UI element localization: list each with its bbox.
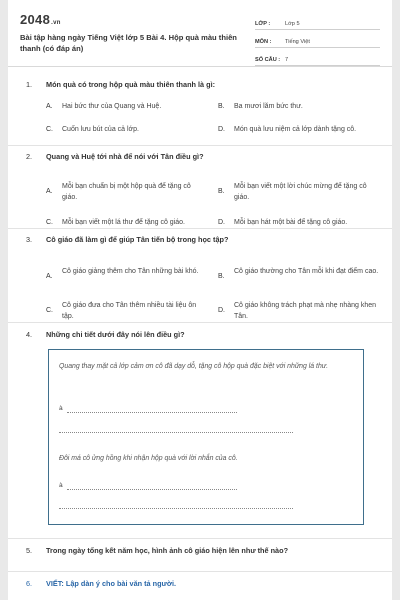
dotted-line (59, 432, 293, 433)
quote-text: Quang thay mặt cả lớp cảm ơn cô đã dạy dỗ, tặng cô hộp quà đặc biệt với những lá thư. (59, 363, 329, 370)
option-a[interactable] (46, 182, 206, 203)
option-key: B. (218, 103, 225, 110)
meta-value: 7 (285, 57, 289, 63)
option-key: A. (46, 103, 53, 110)
answer-line-2[interactable] (59, 482, 67, 489)
meta-row-subject (255, 32, 380, 48)
arrow-glyph: à (59, 405, 63, 412)
option-text: Cô giáo giảng thêm cho Tân những bài khó. (62, 268, 199, 275)
option-d[interactable] (218, 301, 382, 322)
divider (8, 145, 392, 146)
option-key: C. (46, 307, 53, 314)
arrow-glyph: à (59, 482, 63, 489)
question-3 (26, 235, 379, 320)
question-text: Quang và Huệ tới nhà để nói với Tân điều gì? (46, 152, 204, 161)
meta-row-count (255, 50, 380, 66)
option-text: Cô giáo thường cho Tân mỗi khi đạt điểm cao. (234, 268, 379, 275)
divider (8, 66, 392, 67)
divider (8, 228, 392, 229)
option-key: D. (218, 307, 225, 314)
divider (8, 571, 392, 572)
worksheet-page (8, 0, 392, 600)
page-title: Bài tập hàng ngày Tiếng Việt lớp 5 Bài 4. Hộp quà màu thiên thanh (có đáp án) (20, 33, 237, 53)
question-text: Những chi tiết dưới đây nói lên điều gì? (46, 330, 185, 339)
option-key: A. (46, 188, 53, 195)
option-key: B. (218, 273, 225, 280)
question-text: Món quà có trong hộp quà màu thiên thanh là gì: (46, 80, 216, 89)
question-number: 2. (26, 152, 33, 161)
option-a[interactable] (46, 267, 206, 283)
option-text: Cô giáo đưa cho Tân thêm nhiều tài liệu ôn tập. (62, 302, 197, 320)
meta-value: Tiếng Việt (285, 39, 310, 45)
option-key: C. (46, 126, 53, 133)
question-number: 3. (26, 235, 33, 244)
option-a[interactable] (46, 102, 214, 113)
question-6 (26, 579, 378, 589)
divider (8, 538, 392, 539)
meta-info (255, 14, 380, 68)
option-b[interactable] (218, 102, 378, 113)
option-text: Ba mươi lăm bức thư. (234, 103, 303, 110)
option-d[interactable] (218, 218, 382, 229)
option-text: Mỗi bạn viết một lời chúc mừng để tặng cô giáo. (234, 183, 367, 201)
question-number: 4. (26, 330, 33, 339)
meta-key: MÔN : (255, 39, 272, 45)
answer-line-1[interactable] (59, 405, 67, 412)
meta-key: SỐ CÂU : (255, 57, 281, 63)
logo-suffix: .vn (51, 20, 61, 26)
quote-text: Đôi má cô ửng hồng khi nhận hộp quà với lời nhắn của cô. (59, 455, 238, 462)
option-text: Mỗi bạn viết một lá thư để tặng cô giáo. (62, 219, 185, 226)
question-number: 6. (26, 579, 33, 588)
option-text: Hai bức thư của Quang và Huệ. (62, 103, 162, 110)
question-5 (26, 546, 378, 556)
meta-key: LỚP : (255, 21, 271, 27)
logo-text: 2048 (20, 12, 51, 27)
option-c[interactable] (46, 218, 214, 229)
option-b[interactable] (218, 182, 382, 203)
dotted-line (67, 412, 237, 413)
option-key: D. (218, 219, 225, 226)
answer-box (48, 349, 364, 525)
question-number: 1. (26, 80, 33, 89)
meta-row-class (255, 14, 380, 30)
option-c[interactable] (46, 125, 214, 136)
option-key: C. (46, 219, 53, 226)
site-logo[interactable] (20, 12, 61, 27)
divider (8, 322, 392, 323)
worksheet-header (20, 12, 380, 70)
question-2 (26, 152, 378, 226)
option-text: Cuốn lưu bút của cả lớp. (62, 126, 139, 133)
option-key: D. (218, 126, 225, 133)
question-number: 5. (26, 546, 33, 555)
option-text: Mỗi bạn hát một bài để tặng cô giáo. (234, 219, 348, 226)
option-key: A. (46, 273, 53, 280)
dotted-line (67, 489, 237, 490)
dotted-line (59, 508, 293, 509)
question-text: Trong ngày tổng kết năm học, hình ảnh cô giáo hiện lên như thế nào? (46, 546, 289, 555)
meta-value: Lớp 5 (285, 21, 300, 27)
option-c[interactable] (46, 301, 206, 322)
option-b[interactable] (218, 267, 382, 283)
question-1 (26, 80, 378, 133)
question-4 (26, 330, 378, 340)
option-text: Món quà lưu niệm cả lớp dành tặng cô. (234, 126, 357, 133)
option-d[interactable] (218, 125, 382, 136)
option-key: B. (218, 188, 225, 195)
option-text: Cô giáo không trách phạt mà nhẹ nhàng khen Tân. (234, 302, 377, 320)
question-text: Cô giáo đã làm gì để giúp Tân tiến bộ trong học tập? (46, 235, 229, 244)
option-text: Mỗi bạn chuẩn bị một hộp quà để tặng cô giáo. (62, 183, 191, 201)
question-text: VIẾT: Lập dàn ý cho bài văn tả người. (46, 579, 177, 588)
